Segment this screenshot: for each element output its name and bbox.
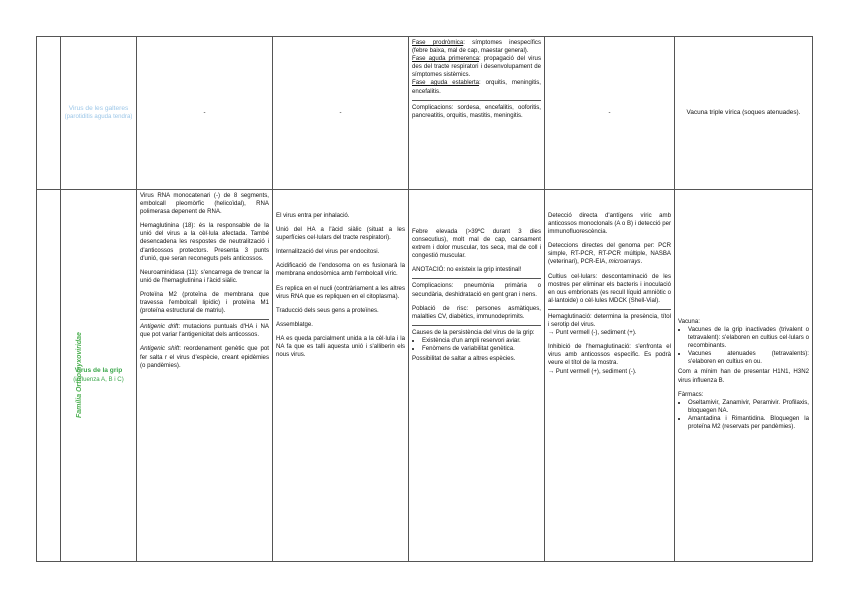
list-item: • Amantadina i Rimantidina. Bloquegen la proteïna M2 (reservats per pandèmies). <box>688 415 809 431</box>
virus-name: Virus de la grip <box>74 367 123 375</box>
treatment-cell <box>675 37 813 190</box>
cycle-cell <box>273 190 409 562</box>
diagnosis-cell <box>545 190 675 562</box>
list-item: • Existència d'un ampli reservori aviar. <box>422 337 541 345</box>
drift-label: Antigenic drift <box>140 323 179 331</box>
cycle-step: Es replica en el nucli (contràriament a les altres virus RNA que es repliquen en el citoplasma). <box>276 284 405 300</box>
family-cell-empty <box>37 37 61 190</box>
phase-text: : sordesa, encefalitis, ooforitis, pancreatitis, orquitis, mastitis, meningitis. <box>412 103 541 119</box>
clinic-complications <box>412 104 541 120</box>
causes-title: Causes de la persistència del virus de la grip: <box>412 328 535 336</box>
phase-label: Fase aguda primerenca <box>412 55 480 63</box>
hemagglutination-result: → Punt vermell (-), sediment (+). <box>548 329 637 337</box>
cycle-step: HA es queda parcialment unida a la cèl·lula i la NA fa que es talli aquesta unió i s'alliberin els nous virus. <box>276 334 405 359</box>
m-proteins-paragraph: Proteïna M2 (proteïna de membrana que travessa l'embolcall lipídic) i proteïna M1 (proteïna estructural de matriu). <box>140 290 269 315</box>
phase-label: Fase prodròmica <box>412 39 464 46</box>
list-item: • Vacunes de la grip inactivades (trivalent o tetravalent): s'elaboren en cultius cel·lulars o recombinants. <box>688 326 809 350</box>
divider <box>548 309 671 310</box>
clinic-phase-2 <box>412 55 541 79</box>
phase-label: Complicacions <box>412 103 452 111</box>
vaccine-text: Vacuna triple vírica (soques atenuades). <box>686 108 801 116</box>
cell-culture-paragraph: Cultius cel·lulars: descontaminació de les mostres per eliminar els bacteris i inoculació en ous embrionats (es recull líquid amniòtic o al·lantoide) o cèl·lules MDCK (Shell-Vial). <box>548 272 671 304</box>
dash-text: - <box>203 108 206 116</box>
neuraminidase-paragraph: Neuroaminidasa (11): s'encarrega de trencar la unió de l'hemaglutinina i l'àcid siàlic. <box>140 268 269 284</box>
structure-cell <box>137 190 273 562</box>
clinic-cell <box>409 190 545 562</box>
spacer <box>412 192 541 228</box>
antigen-detection-paragraph: Detecció directa d'antígens víric amb anticossos monoclonals (A o B) i detecció per immunofluorescència. <box>548 212 671 236</box>
hemagglutination-inhibition-text: Inhibició de l'hemaglutinació: s'enfronta el virus amb anticossos específic. Es podrà veure el títol de la mostra. <box>548 343 671 367</box>
divider <box>412 325 541 326</box>
cycle-step: Internalització del virus per endocitosi. <box>276 248 380 256</box>
table-row-flu <box>37 190 813 562</box>
clinic-phase-3 <box>412 79 541 95</box>
cycle-step: Traducció dels seus gens a proteïnes. <box>276 306 379 314</box>
phase-text: : orquitis, meningitis, encefalitis. <box>412 79 541 95</box>
family-label: Família Orthomyxoviridae <box>75 332 83 419</box>
risk-paragraph: Població de risc: persones asmàtiques, malalties CV, diabètics, immunodeprimits. <box>412 304 541 320</box>
dash-text: - <box>608 108 611 116</box>
cycle-step: Unió del HA a l'àcid siàlic (situat a les superfícies cel·lulars del tracte respiratori). <box>276 226 405 242</box>
antigenic-shift-paragraph <box>140 345 269 369</box>
list-item: • Oseltamivir, Zanamivir, Peramivir. Profilaxis, bloquegen NA. <box>688 399 809 415</box>
spacer <box>548 192 671 212</box>
spacer <box>276 192 405 212</box>
divider <box>412 278 541 279</box>
virus-table <box>36 36 813 562</box>
list-item: • Fenòmens de variabilitat genètica. <box>422 345 541 353</box>
drift-text: : mutacions puntuals d'HA i NA que pot variar l'antigenicitat dels anticossos. <box>140 323 269 339</box>
treatment-cell <box>675 190 813 562</box>
diagnosis-cell <box>545 37 675 190</box>
hemagglutination-text: Hemaglutinació: determina la presència, títol i serotip del virus. <box>548 312 671 329</box>
clinic-cell <box>409 37 545 190</box>
phase-text: : propagació del virus des del tracte respiratori i desenvolupament de símptomes sistèmics. <box>412 55 541 79</box>
hemagglutinin-paragraph: Hemaglutinina (18): és la responsable de la unió del virus a la cèl·lula afectada. També desencadena les respostes de neutralització i d'anticossos protectors. Presenta 3 punts d'unió, que seran reconeguts pels anticossos. <box>140 222 269 262</box>
phase-label: Fase aguda establerta <box>412 79 480 87</box>
genome-detection-paragraph <box>548 242 671 266</box>
virus-name: Virus de les galteres <box>68 104 129 112</box>
virus-subtitle: (parotiditis aguda tendra) <box>64 113 133 121</box>
genome-italic: microarrays <box>608 258 641 266</box>
min-strains-text: Com a mínim han de presentar H1N1, H3N2 virus influenza B. <box>678 368 809 384</box>
clinic-phase-1 <box>412 39 541 55</box>
cycle-step: Acidificació de l'endosoma on es fusionarà la membrana endosòmica amb l'embolcall víric. <box>276 262 405 278</box>
symptoms-paragraph: Febre elevada (>39ºC durant 3 dies consecutius), molt mal de cap, cansament extrem i dolor muscular, tos seca, mal de coll i congestió muscular. <box>412 228 541 260</box>
virus-subtitle: (influenza A, B i C) <box>73 375 124 383</box>
jump-species-text: Possibilitat de saltar a altres espècies. <box>412 355 516 363</box>
cycle-step: El virus entra per inhalació. <box>276 212 350 219</box>
virus-name-cell <box>61 190 137 562</box>
structure-paragraph: Virus RNA monocatenari (-) de 8 segments, embolcall pleomòrfic (helicoïdal), RNA polimerasa depenent de RNA. <box>140 192 269 216</box>
family-cell <box>37 190 83 562</box>
cycle-cell <box>273 37 409 190</box>
hemagglutination-inhibition-result: → Punt vermell (+), sediment (-). <box>548 367 637 375</box>
cycle-step: Assemblatge. <box>276 320 313 328</box>
complications-paragraph: Complicacions: pneumònia primària o secundària, deshidratació en gent gran i nens. <box>412 282 541 298</box>
divider <box>140 319 269 320</box>
genome-text: Deteccions directes del genoma per: PCR simple, RT-PCR, RT-PCR múltiple, NASBA (veterinari), PCR-EIA, <box>548 242 671 266</box>
genome-suffix: . <box>640 258 643 266</box>
causes-list <box>422 337 541 353</box>
shift-label: Antigenic shift <box>140 345 180 353</box>
dash-text: - <box>339 108 342 116</box>
phase-text: : símptomes inespecífics (febre baixa, mal de cap, maestar general). <box>412 39 541 55</box>
divider <box>412 100 541 101</box>
annotation-paragraph: ANOTACIÓ: no existeix la grip intestinal! <box>412 266 522 274</box>
virus-name-cell <box>61 37 137 190</box>
drugs-title: Fàrmacs: <box>678 390 704 398</box>
list-item: • Vacunes atenuades (tetravalents): s'elaboren en cultius en ou. <box>688 350 809 366</box>
shift-text: : reordenament genètic que pot fer salta r el virus d'espècie, creant epidèmies (o pandèmies). <box>140 345 269 369</box>
drugs-list <box>688 399 809 431</box>
vaccine-list <box>688 326 809 366</box>
antigenic-drift-paragraph <box>140 323 269 339</box>
vaccine-title: Vacuna: <box>678 317 700 325</box>
table-row-mumps <box>37 37 813 190</box>
structure-cell <box>137 37 273 190</box>
